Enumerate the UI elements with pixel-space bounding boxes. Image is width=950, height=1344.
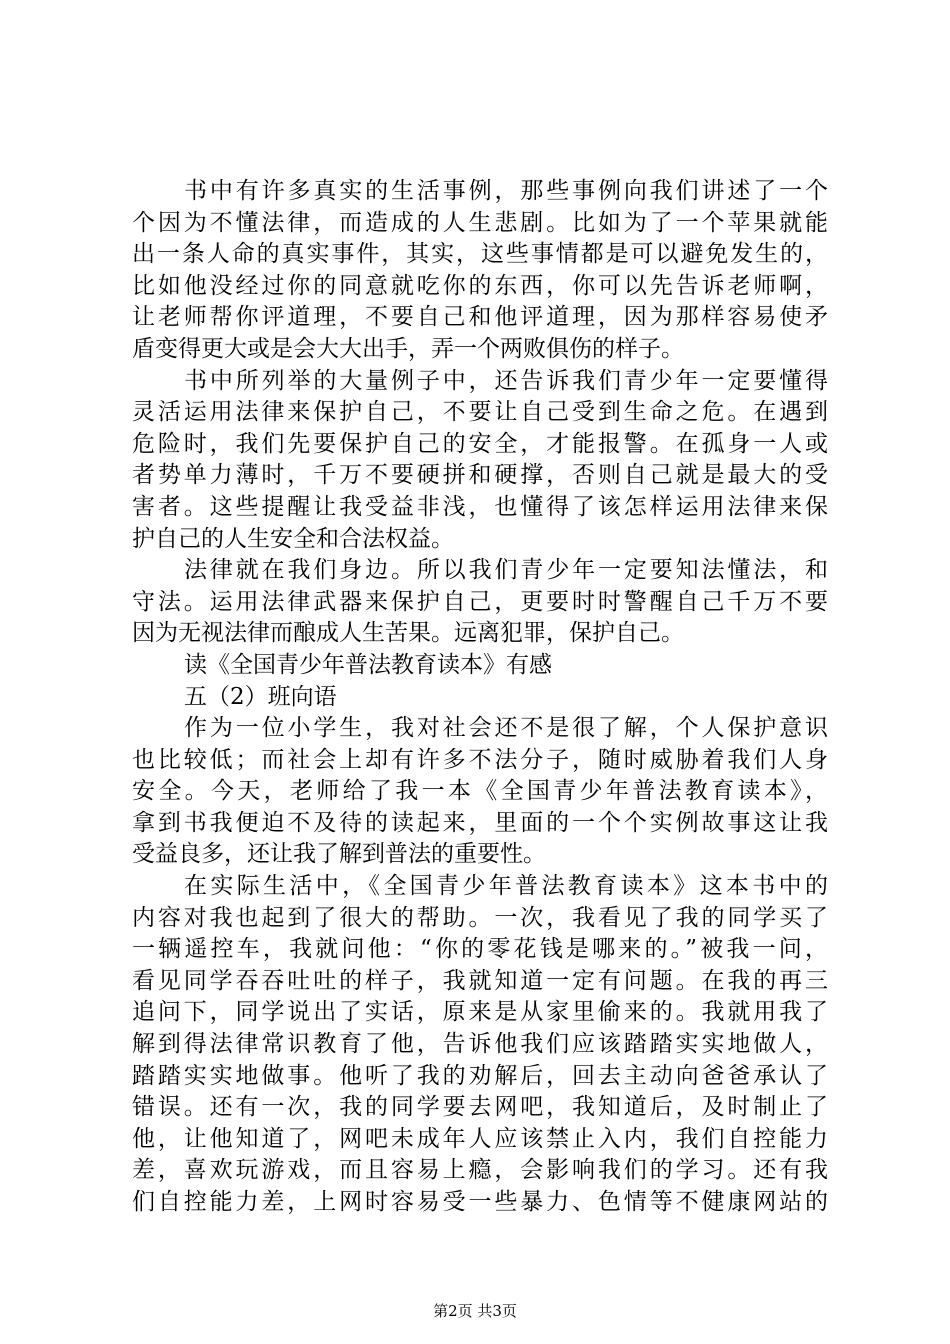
document-body — [132, 176, 828, 1219]
text-line: 看见同学吞吞吐吐的样子，我就知道一定有问题。在我的再三 — [132, 967, 828, 994]
text-line: 护自己的人生安全和合法权益。 — [132, 525, 454, 552]
text-line: 守法。运用法律武器来保护自己，更要时时警醒自己千万不要 — [132, 588, 828, 615]
text-line: 错误。还有一次，我的同学要去网吧，我知道后，及时制止了 — [132, 1094, 828, 1121]
text-line: 在实际生活中，《全国青少年普法教育读本》这本书中的 — [184, 873, 828, 900]
text-line: 五（2）班向语 — [184, 683, 337, 710]
page-footer: 第2页 共3页 — [433, 1302, 517, 1320]
text-line: 书中有许多真实的生活事例，那些事例向我们讲述了一个 — [184, 178, 828, 204]
text-line: 内容对我也起到了很大的帮助。一次，我看见了我的同学买了 — [132, 904, 828, 931]
text-line: 解到得法律常识教育了他，告诉他我们应该踏踏实实地做人， — [132, 1031, 828, 1058]
text-line: 踏踏实实地做事。他听了我的劝解后，回去主动向爸爸承认了 — [132, 1062, 828, 1089]
text-line: 安全。今天，老师给了我一本《全国青少年普法教育读本》， — [132, 778, 828, 805]
text-line: 盾变得更大或是会大大出手，弄一个两败俱伤的样子。 — [132, 335, 684, 362]
text-line: 法律就在我们身边。所以我们青少年一定要知法懂法，和 — [184, 557, 828, 584]
text-line: 读《全国青少年普法教育读本》有感 — [184, 651, 552, 678]
text-line: 灵活运用法律来保护自己，不要让自己受到生命之危。在遇到 — [132, 399, 828, 426]
text-line: 书中所列举的大量例子中，还告诉我们青少年一定要懂得 — [184, 367, 828, 394]
text-line: 追问下，同学说出了实话，原来是从家里偷来的。我就用我了 — [132, 999, 828, 1026]
text-line: 比如他没经过你的同意就吃你的东西，你可以先告诉老师啊， — [132, 272, 828, 299]
text-line: 者势单力薄时，千万不要硬拼和硬撑，否则自己就是最大的受 — [132, 462, 828, 489]
text-line: 害者。这些提醒让我受益非浅，也懂得了该怎样运用法律来保 — [132, 493, 828, 520]
text-line: 拿到书我便迫不及待的读起来，里面的一个个实例故事这让我 — [132, 809, 828, 836]
text-line: 因为无视法律而酿成人生苦果。远离犯罪，保护自己。 — [132, 620, 684, 647]
text-line: 受益良多，还让我了解到普法的重要性。 — [132, 841, 546, 868]
text-line: 出一条人命的真实事件，其实，这些事情都是可以避免发生的， — [132, 241, 828, 268]
text-line: 作为一位小学生，我对社会还不是很了解，个人保护意识 — [184, 715, 828, 742]
text-line: 差，喜欢玩游戏，而且容易上瘾，会影响我们的学习。还有我 — [132, 1157, 828, 1184]
text-line: 危险时，我们先要保护自己的安全，才能报警。在孤身一人或 — [132, 430, 828, 457]
text-line: 他，让他知道了，网吧未成年人应该禁止入内，我们自控能力 — [132, 1125, 828, 1152]
text-line: 们自控能力差，上网时容易受一些暴力、色情等不健康网站的 — [132, 1189, 828, 1215]
text-line: 个因为不懂法律，而造成的人生悲剧。比如为了一个苹果就能 — [132, 209, 828, 236]
text-line: 让老师帮你评道理，不要自己和他评道理，因为那样容易使矛 — [132, 304, 828, 331]
text-line: 一辆遥控车，我就问他：“你的零花钱是哪来的。”被我一问， — [132, 936, 828, 963]
text-line: 也比较低；而社会上却有许多不法分子，随时威胁着我们人身 — [132, 746, 828, 773]
